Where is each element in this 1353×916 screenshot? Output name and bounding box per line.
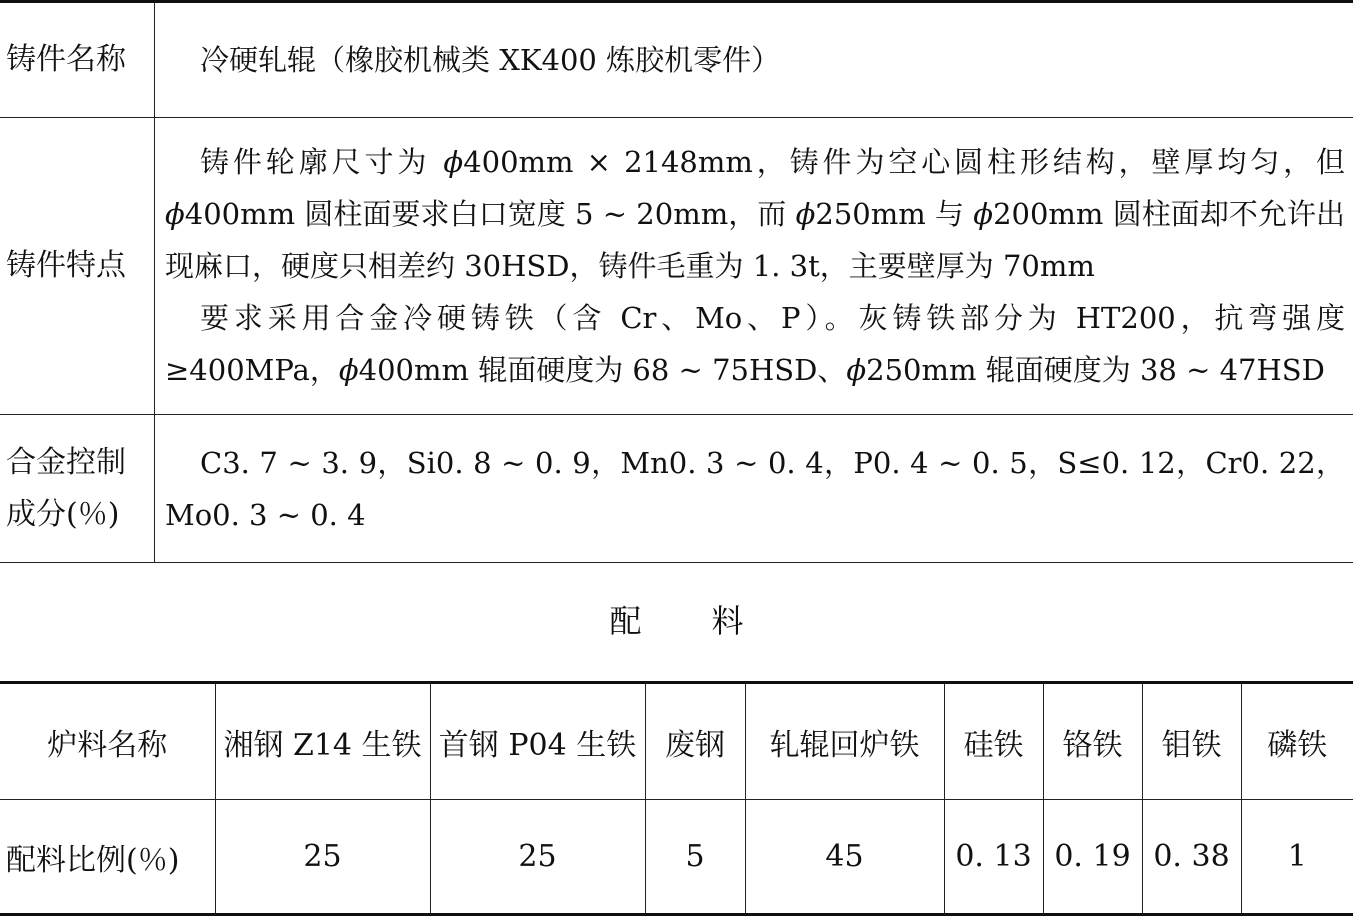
charge-ratio-cell: 25 (430, 800, 645, 915)
casting-name-label: 铸件名称 (0, 2, 155, 118)
casting-features-row (0, 118, 1353, 415)
charge-ratio-cell: 1 (1241, 800, 1353, 915)
charge-header-cell: 轧辊回炉铁 (745, 683, 944, 800)
charge-ratio-cell: 25 (215, 800, 430, 915)
casting-name-value (155, 2, 1353, 118)
features-paragraph-2 (165, 292, 1345, 396)
diameter-symbol: ϕ (165, 197, 185, 231)
section-title (0, 596, 1353, 642)
diameter-symbol: ϕ (339, 353, 359, 387)
charge-ratio-cell: 0. 19 (1043, 800, 1142, 915)
diameter-symbol: ϕ (443, 145, 463, 179)
charge-ratio-cell: 0. 38 (1142, 800, 1241, 915)
features-p2-seg-0: 要求采用合金冷硬铸铁（含 Cr、Mo、P）。灰铸铁部分为 HT200，抗弯强度≥400MPa， (165, 301, 1345, 387)
charge-header-cell: 磷铁 (1241, 683, 1353, 800)
charge-ratio-label: 配料比例(％) (0, 800, 215, 915)
charge-header-cell: 钼铁 (1142, 683, 1241, 800)
charge-header-cell: 废钢 (645, 683, 745, 800)
alloy-composition-row (0, 415, 1353, 563)
diameter-symbol: ϕ (973, 197, 993, 231)
features-p2-seg-4: 250mm 辊面硬度为 38 ~ 47HSD (866, 353, 1325, 387)
features-p1-seg-2: 400mm × 2148mm，铸件为空心圆柱形结构，壁厚均匀，但 (463, 145, 1345, 179)
charge-ratio-cell: 45 (745, 800, 944, 915)
charge-ratio-row (0, 800, 1353, 915)
charge-header-row (0, 683, 1353, 800)
charge-header-cell: 首钢 P04 生铁 (430, 683, 645, 800)
charge-header-cell: 湘钢 Z14 生铁 (215, 683, 430, 800)
features-p1-seg-4: 400mm 圆柱面要求白口宽度 5 ~ 20mm，而 (185, 197, 796, 231)
charge-header-label: 炉料名称 (0, 683, 215, 800)
features-p2-seg-2: 400mm 辊面硬度为 68 ~ 75HSD、 (359, 353, 847, 387)
features-p1-seg-8: 200mm 圆柱面却不允许出现麻口，硬度只相差约 30HSD，铸件毛重为 1. 3t，主要壁厚为 70mm (165, 197, 1345, 283)
charge-header-cell: 铬铁 (1043, 683, 1142, 800)
alloy-composition-text: C3. 7 ~ 3. 9，Si0. 8 ~ 0. 9，Mn0. 3 ~ 0. 4，P0. 4 ~ 0. 5，S≤0. 12，Cr0. 22，Mo0. 3 ~ 0. 4 (165, 437, 1345, 541)
casting-name-row (0, 2, 1353, 118)
diameter-symbol: ϕ (846, 353, 866, 387)
alloy-composition-value (155, 415, 1353, 563)
casting-features-value (155, 118, 1353, 415)
casting-features-label: 铸件特点 (0, 118, 155, 415)
section-title-char-2: 料 (712, 602, 744, 640)
features-p1-seg-0: 铸件轮廓尺寸为 (200, 145, 443, 179)
alloy-label-line-2: 成分(％) (6, 489, 154, 541)
charge-ratio-cell: 5 (645, 800, 745, 915)
section-title-char-1: 配 (609, 602, 641, 640)
charge-header-cell: 硅铁 (944, 683, 1043, 800)
charge-mix-table (0, 681, 1353, 916)
features-p1-seg-6: 250mm 与 (815, 197, 973, 231)
diameter-symbol: ϕ (796, 197, 816, 231)
charge-ratio-cell: 0. 13 (944, 800, 1043, 915)
alloy-label-line-1: 合金控制 (6, 437, 154, 489)
alloy-composition-label (0, 415, 155, 563)
casting-name-text: 冷硬轧辊（橡胶机械类 XK400 炼胶机零件） (165, 34, 1345, 86)
features-paragraph-1 (165, 136, 1345, 292)
